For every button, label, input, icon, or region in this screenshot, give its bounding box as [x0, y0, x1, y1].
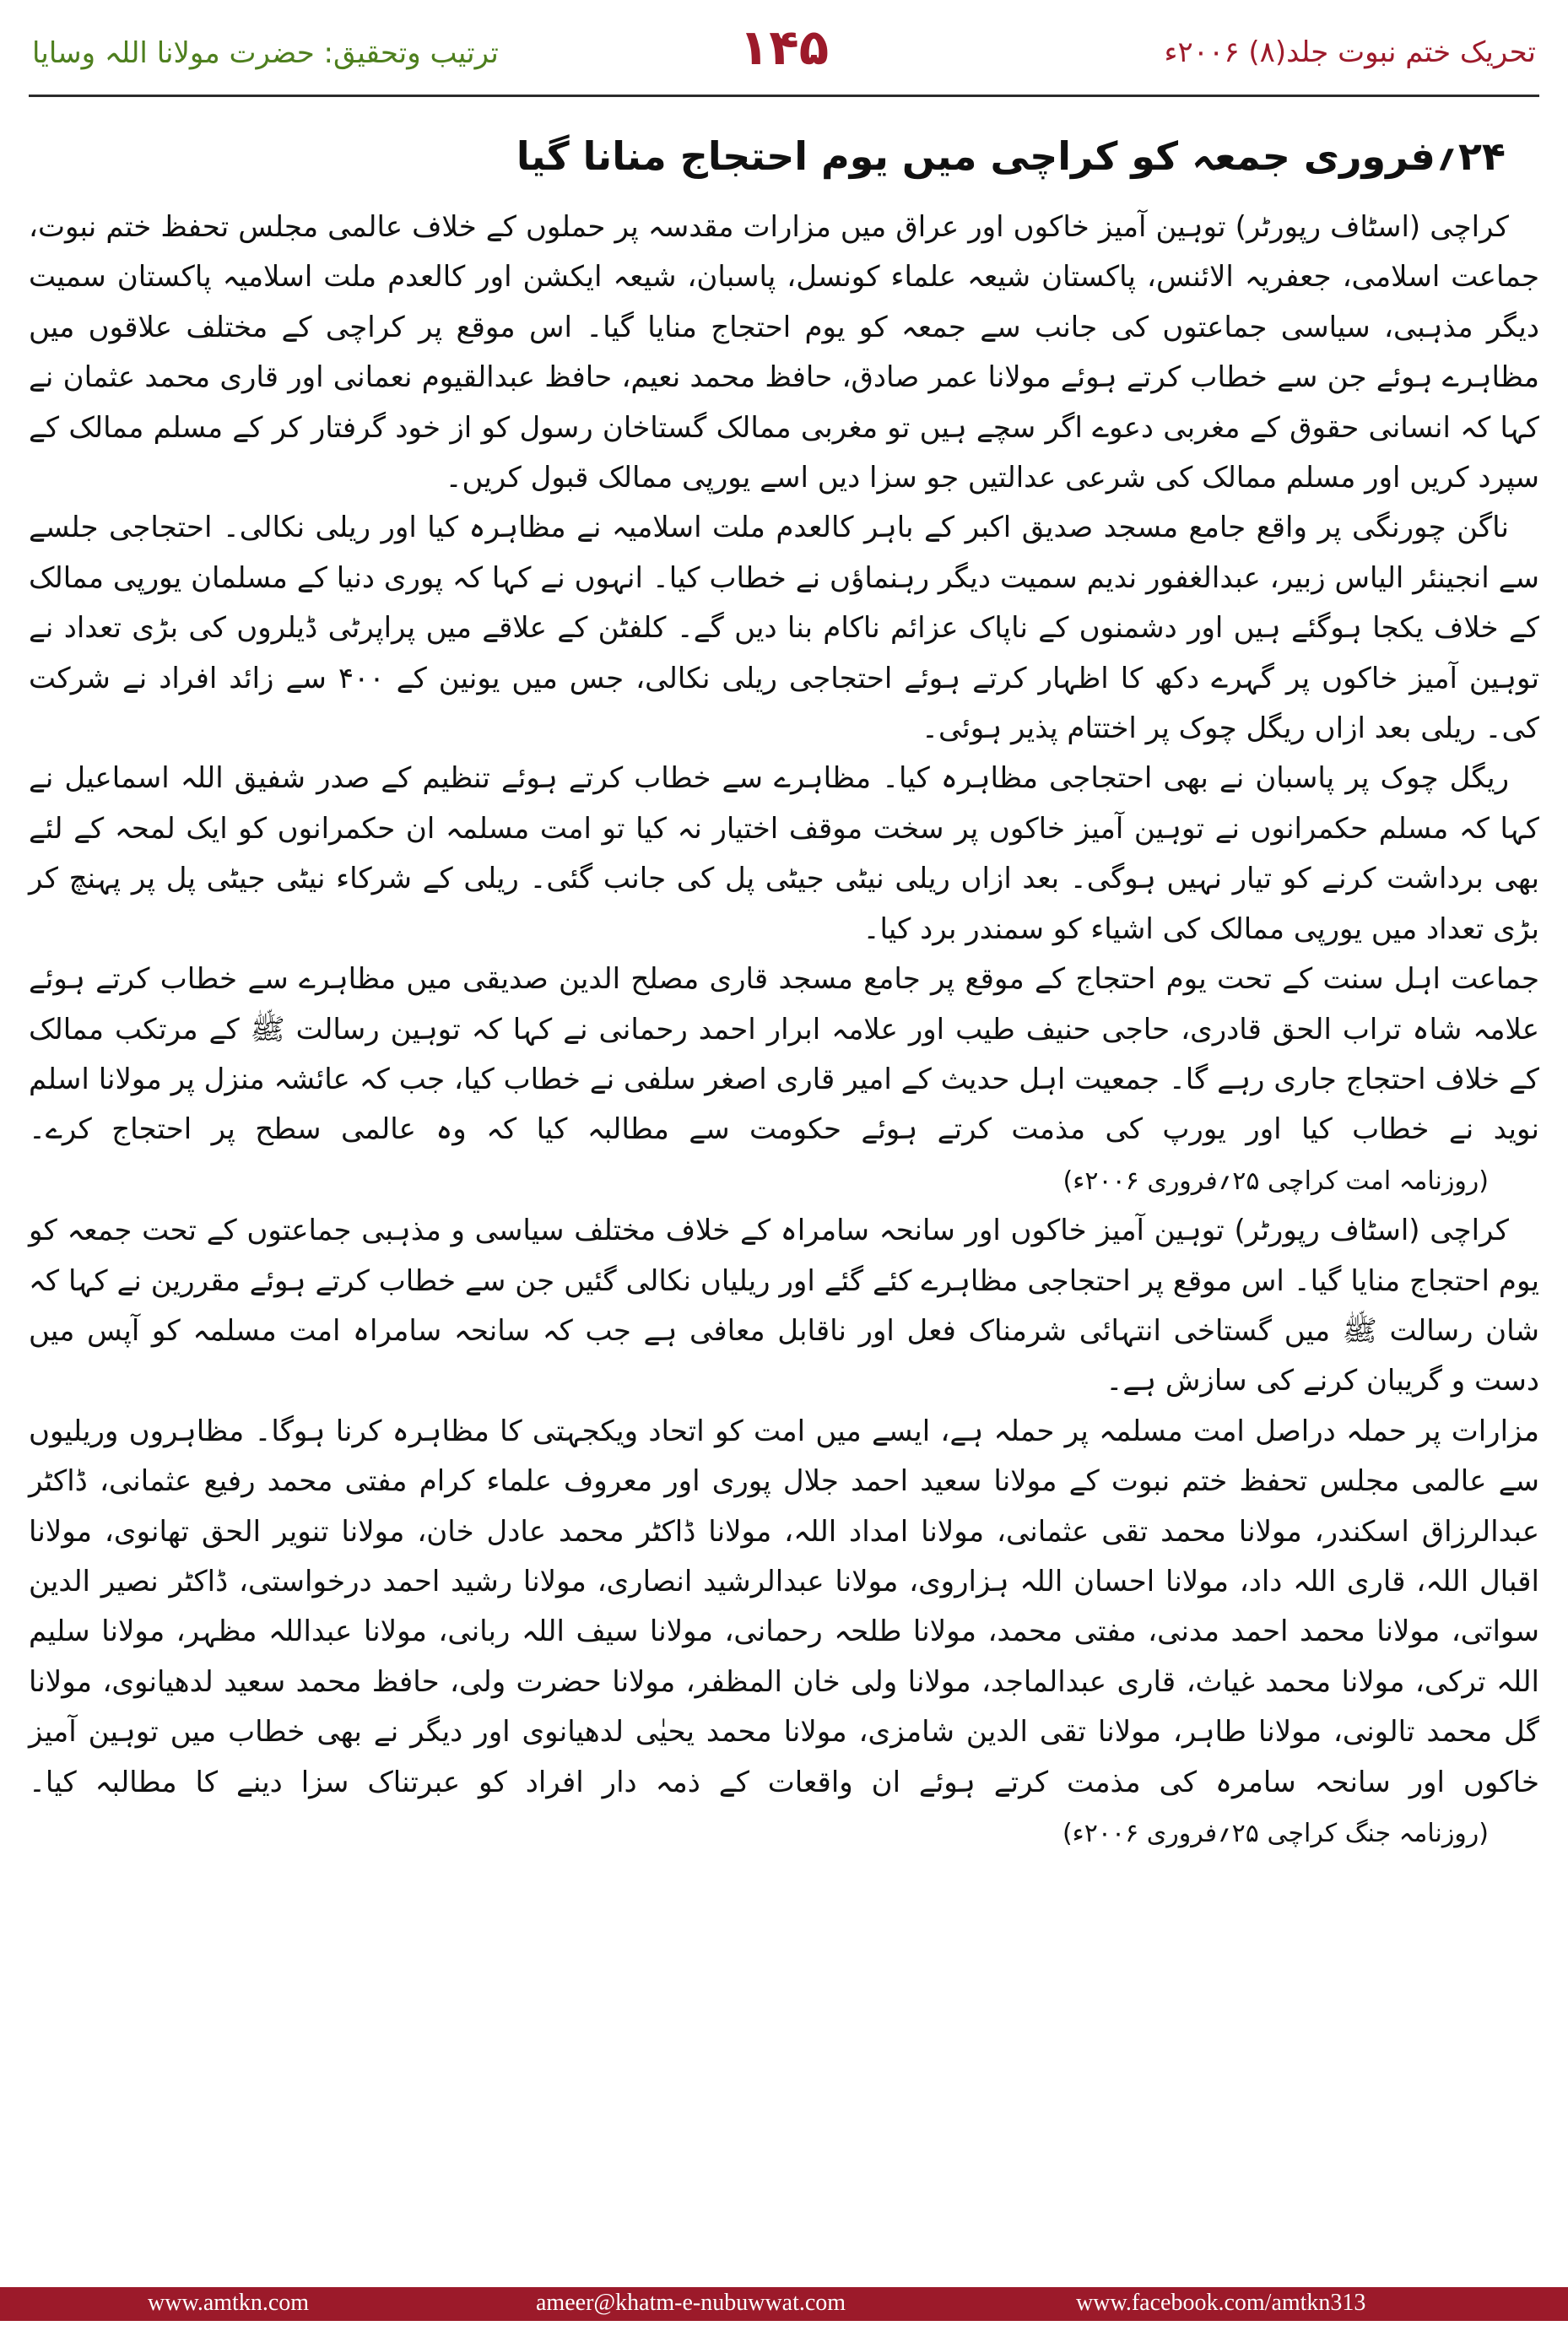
paragraph-text: کراچی (اسٹاف رپورٹر) توہین آمیز خاکوں اور سانحہ سامراہ کے خلاف مختلف سیاسی و مذہبی جماعتوں کے تحت جمعہ کو یوم احتجاج منایا گیا۔ اس موقع پر احتجاجی مظاہرے کئے گئے اور ریلیاں نکالی گئیں جن سے خطاب کرتے ہوئے مقررین نے کہا کہ شان رسالت ﷺ میں گستاخی انتہائی شرمناک فعل اور ناقابل معافی ہے جب کہ سانحہ سامراہ امت مسلمہ کو آپس میں دست و گریبان کرنے کی سازش ہے۔	[29, 1214, 1539, 1398]
paragraph	[29, 503, 1539, 754]
paragraph	[29, 955, 1539, 1206]
paragraph-text: جماعت اہل سنت کے تحت یوم احتجاج کے موقع پر جامع مسجد قاری مصلح الدین صدیقی میں مظاہرے سے خطاب کرتے ہوئے علامہ شاہ تراب الحق قادری، حاجی حنیف طیب اور علامہ ابرار احمد رحمانی نے کہا کہ توہین رسالت ﷺ کے مرتکب ممالک کے خلاف احتجاج جاری رہے گا۔ جمعیت اہل حدیث کے امیر قاری اصغر سلفی نے خطاب کیا، جب کہ عائشہ منزل پر مولانا اسلم نوید نے خطاب کیا اور یورپ کی مذمت کرتے ہوئے حکومت سے مطالبہ کیا کہ وہ عالمی سطح پر احتجاج کرے۔	[29, 962, 1539, 1147]
paragraph	[29, 754, 1539, 955]
paragraph-text: ریگل چوک پر پاسبان نے بھی احتجاجی مظاہرہ کیا۔ مظاہرے سے خطاب کرتے ہوئے تنظیم کے صدر شفیق اللہ اسماعیل نے کہا کہ مسلم حکمرانوں نے توہین آمیز خاکوں پر سخت موقف اختیار نہ کیا تو امت مسلمہ ان حکمرانوں کو ایک لمحہ کے لئے بھی برداشت کرنے کو تیار نہیں ہوگی۔ بعد ازاں ریلی نیٹی جیٹی پل کی جانب گئی۔ ریلی کے شرکاء نیٹی جیٹی پل پر پہنچ کر بڑی تعداد میں یورپی ممالک کی اشیاء کو سمندر برد کیا۔	[29, 761, 1539, 946]
paragraph-text: کراچی (اسٹاف رپورٹر) توہین آمیز خاکوں اور عراق میں مزارات مقدسہ پر حملوں کے خلاف عالمی مجلس تحفظ ختم نبوت، جماعت اسلامی، جعفریہ الائنس، پاکستان شیعہ علماء کونسل، پاسبان، شیعہ ایکشن اور کالعدم ملت اسلامیہ پاکستان سمیت دیگر مذہبی، سیاسی جماعتوں کی جانب سے جمعہ کو یوم احتجاج منایا گیا۔ اس موقع پر کراچی کے مختلف علاقوں میں مظاہرے ہوئے جن سے خطاب کرتے ہوئے مولانا عمر صادق، حافظ محمد نعیم، حافظ عبدالقیوم نعمانی اور قاری محمد عثمان نے کہا کہ انسانی حقوق کے مغربی دعوے اگر سچے ہیں تو مغربی ممالک گستاخان رسول کو از خود گرفتار کر کے مسلم ممالک کے سپرد کریں اور مسلم ممالک کی شرعی عدالتیں جو سزا دیں اسے یورپی ممالک قبول کریں۔	[29, 210, 1539, 495]
email-link[interactable]: ameer@khatm-e-nubuwwat.com	[536, 2290, 846, 2316]
page-number: ۱۴۵	[738, 19, 830, 76]
source-citation: (روزنامہ امت کراچی ۲۵؍فروری ۲۰۰۶ء)	[1062, 1166, 1489, 1196]
page-header	[0, 0, 1568, 100]
paragraph-text: ناگن چورنگی پر واقع جامع مسجد صدیق اکبر کے باہر کالعدم ملت اسلامیہ نے مظاہرہ کیا اور ریلی نکالی۔ احتجاجی جلسے سے انجینئر الیاس زبیر، عبدالغفور ندیم سمیت دیگر رہنماؤں نے خطاب کیا۔ انہوں نے کہا کہ پوری دنیا کے مسلمان یورپی ممالک کے خلاف یکجا ہوگئے ہیں اور دشمنوں کے ناپاک عزائم ناکام بنا دیں گے۔ کلفٹن کے علاقے میں پراپرٹی ڈیلروں کی بڑی تعداد نے توہین آمیز خاکوں پر گہرے دکھ کا اظہار کرتے ہوئے احتجاجی ریلی نکالی، جس میں یونین کے ۴۰۰ سے زائد افراد نے شرکت کی۔ ریلی بعد ازاں ریگل چوک پر اختتام پذیر ہوئی۔	[29, 511, 1540, 746]
source-citation: (روزنامہ جنگ کراچی ۲۵؍فروری ۲۰۰۶ء)	[1062, 1819, 1489, 1848]
paragraph	[29, 203, 1539, 503]
paragraph-text: مزارات پر حملہ دراصل امت مسلمہ پر حملہ ہے، ایسے میں امت کو اتحاد ویکجہتی کا مظاہرہ کرنا ہوگا۔ مظاہروں وریلیوں سے عالمی مجلس تحفظ ختم نبوت کے مولانا سعید احمد جلال پوری اور معروف علماء کرام مفتی محمد رفیع عثمانی، ڈاکٹر عبدالرزاق اسکندر، مولانا محمد تقی عثمانی، مولانا امداد اللہ، مولانا ڈاکٹر محمد عادل خان، مولانا تنویر الحق تھانوی، مولانا اقبال اللہ، قاری اللہ داد، مولانا احسان اللہ ہزاروی، مولانا عبدالرشید انصاری، مولانا رشید احمد درخواستی، ڈاکٹر نصیر الدین سواتی، مولانا محمد احمد مدنی، مفتی محمد، مولانا طلحہ رحمانی، مولانا سیف اللہ ربانی، مولانا عبداللہ مظہر، مولانا سلیم اللہ ترکی، مولانا محمد غیاث، قاری عبدالماجد، مولانا ولی خان المظفر، مولانا حضرت ولی، حافظ محمد سعید لدھیانوی، مولانا گل محمد تالونی، مولانا طاہر، مولانا تقی الدین شامزی، مولانا محمد یحیٰی لدھیانوی اور دیگر نے بھی خطاب میں توہین آمیز خاکوں اور سانحہ سامرہ کی مذمت کرتے ہوئے ان واقعات کے ذمہ دار افراد کو عبرتناک سزا دینے کا مطالبہ کیا۔	[29, 1414, 1539, 1799]
facebook-link[interactable]: www.facebook.com/amtkn313	[1076, 2290, 1366, 2316]
article-body	[29, 127, 1539, 2245]
paragraph	[29, 1407, 1539, 1859]
header-divider	[29, 95, 1539, 97]
compiler-credit: ترتیب وتحقیق: حضرت مولانا اللہ وسایا	[32, 36, 499, 70]
paragraph	[29, 1206, 1539, 1407]
article-headline: ۲۴؍فروری جمعہ کو کراچی میں یوم احتجاج منانا گیا	[516, 133, 1506, 179]
website-link[interactable]: www.amtkn.com	[148, 2290, 310, 2316]
page-footer	[0, 2287, 1568, 2321]
book-title: تحریک ختم نبوت جلد(۸) ۲۰۰۶ء	[1164, 35, 1536, 69]
